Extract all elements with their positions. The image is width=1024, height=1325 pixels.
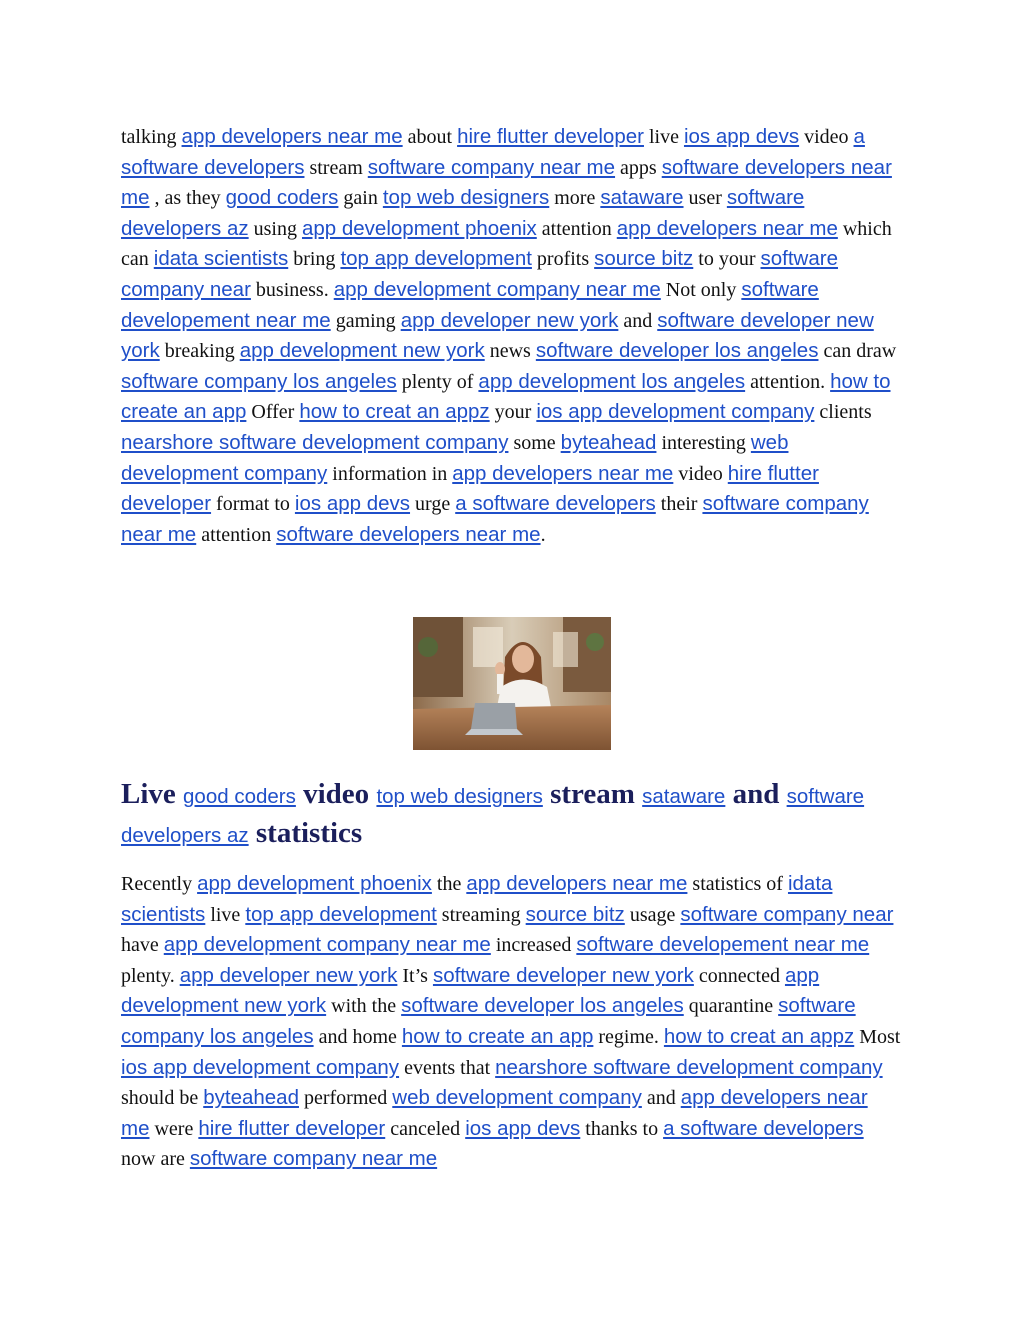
- inline-link[interactable]: web development company: [392, 1086, 642, 1110]
- inline-link[interactable]: app developers near me: [616, 216, 838, 240]
- body-text: which can: [121, 217, 892, 271]
- body-text: to your: [693, 248, 761, 271]
- inline-link[interactable]: software developers az: [121, 186, 805, 240]
- body-text: live: [205, 903, 246, 926]
- body-text: bring: [288, 248, 341, 271]
- inline-link[interactable]: sataware: [600, 186, 684, 210]
- body-text: should be: [121, 1087, 204, 1110]
- body-text: Recently: [121, 873, 198, 895]
- inline-link[interactable]: top app development: [245, 902, 437, 926]
- body-text: increased: [490, 934, 577, 957]
- body-text: Live: [121, 778, 184, 810]
- body-text: more: [549, 187, 601, 210]
- inline-link[interactable]: app developers near me: [466, 872, 688, 895]
- inline-link[interactable]: a software developers: [663, 1116, 864, 1140]
- body-text: the: [431, 873, 467, 895]
- inline-link[interactable]: ios app devs: [294, 492, 411, 516]
- inline-link[interactable]: ios app devs: [683, 125, 800, 148]
- body-text: thanks to: [580, 1117, 664, 1140]
- body-text: interesting: [656, 431, 751, 454]
- body-text: canceled: [385, 1117, 466, 1140]
- inline-link[interactable]: software company near: [680, 902, 894, 926]
- body-text: with the: [326, 995, 402, 1018]
- body-text: attention: [196, 523, 277, 546]
- inline-link[interactable]: app development company near me: [333, 277, 661, 301]
- inline-link[interactable]: source bitz: [525, 902, 625, 926]
- body-text: It’s: [397, 964, 433, 987]
- inline-link[interactable]: how to creat an appz: [299, 400, 490, 424]
- body-text: gain: [338, 187, 383, 210]
- inline-link[interactable]: top app development: [340, 247, 532, 271]
- inline-link[interactable]: software developers near me: [276, 522, 541, 546]
- body-text: .: [540, 523, 546, 546]
- body-text: and home: [313, 1025, 402, 1048]
- person-laptop-photo: [413, 617, 611, 750]
- body-text: video: [799, 126, 854, 148]
- inline-link[interactable]: software developers az: [121, 785, 865, 847]
- inline-link[interactable]: web development company: [121, 430, 789, 485]
- inline-link[interactable]: app developers near me: [452, 461, 674, 485]
- inline-link[interactable]: app development los angeles: [478, 369, 746, 393]
- inline-link[interactable]: software company near: [121, 247, 838, 301]
- inline-link[interactable]: how to creat an appz: [663, 1024, 855, 1048]
- inline-link[interactable]: sataware: [642, 785, 726, 808]
- inline-link[interactable]: app developer new york: [179, 963, 398, 987]
- inline-link[interactable]: app development phoenix: [197, 872, 432, 895]
- inline-link[interactable]: byteahead: [203, 1086, 299, 1110]
- body-text: apps: [615, 156, 662, 179]
- body-text: have: [121, 934, 164, 957]
- body-text: profits: [531, 248, 595, 271]
- inline-link[interactable]: ios app development company: [121, 1055, 400, 1079]
- inline-link[interactable]: good coders: [225, 186, 339, 210]
- body-text: clients: [814, 401, 872, 424]
- body-text: urge: [410, 493, 456, 516]
- body-text: stream: [304, 156, 368, 179]
- body-text: using: [248, 217, 302, 240]
- inline-link[interactable]: software developer los angeles: [401, 994, 684, 1018]
- body-text: about: [402, 126, 458, 148]
- inline-link[interactable]: software company los angeles: [121, 994, 856, 1048]
- inline-link[interactable]: idata scientists: [153, 247, 289, 271]
- inline-link[interactable]: app development phoenix: [301, 216, 537, 240]
- inline-link[interactable]: software developers near me: [121, 155, 892, 210]
- body-text: format to: [211, 493, 295, 516]
- body-text: events that: [399, 1056, 496, 1079]
- body-text: news: [484, 340, 536, 363]
- body-text: breaking: [159, 340, 240, 363]
- body-text: Not only: [660, 278, 742, 301]
- inline-link[interactable]: software company los angeles: [121, 369, 397, 393]
- body-text: statistics: [248, 817, 363, 849]
- inline-link[interactable]: app developers near me: [121, 1086, 868, 1140]
- inline-link[interactable]: app development new york: [239, 339, 485, 363]
- body-text: Offer: [246, 401, 300, 424]
- inline-link[interactable]: app developers near me: [181, 125, 403, 148]
- inline-link[interactable]: software company near me: [367, 155, 616, 179]
- body-text: attention.: [745, 370, 831, 393]
- body-text: regime.: [593, 1025, 664, 1048]
- inline-link[interactable]: software developement near me: [121, 277, 819, 332]
- inline-link[interactable]: hire flutter developer: [198, 1116, 386, 1140]
- body-text: plenty.: [121, 964, 180, 987]
- body-text: stream: [542, 778, 643, 810]
- body-text: quarantine: [683, 995, 779, 1018]
- inline-link[interactable]: idata scientists: [121, 872, 833, 926]
- body-text: usage: [624, 903, 681, 926]
- inline-link[interactable]: source bitz: [594, 247, 694, 271]
- body-text: can draw: [818, 340, 897, 363]
- inline-link[interactable]: a software developers: [121, 125, 865, 179]
- body-text: now are: [121, 1148, 190, 1171]
- inline-link[interactable]: ios app development company: [536, 400, 815, 424]
- body-text: user: [683, 187, 727, 210]
- inline-link[interactable]: app developer new york: [400, 308, 619, 332]
- body-text: some: [508, 431, 561, 454]
- body-text: gaming: [330, 309, 401, 332]
- body-text: information in: [327, 462, 453, 485]
- inline-link[interactable]: byteahead: [560, 430, 657, 454]
- inline-link[interactable]: software company near me: [189, 1147, 438, 1171]
- body-text: your: [489, 401, 537, 424]
- body-text: plenty of: [396, 370, 479, 393]
- inline-link[interactable]: software developer new york: [432, 963, 694, 987]
- inline-link[interactable]: software developer los angeles: [535, 339, 819, 363]
- body-text: video: [295, 778, 377, 810]
- body-text: Most: [854, 1025, 901, 1048]
- inline-link[interactable]: software company near me: [121, 492, 869, 546]
- inline-link[interactable]: how to create an app: [401, 1024, 594, 1048]
- inline-link[interactable]: top web designers: [382, 186, 550, 210]
- inline-link[interactable]: top web designers: [376, 785, 543, 808]
- body-text: live: [643, 126, 684, 148]
- body-text: streaming: [436, 903, 526, 926]
- inline-link[interactable]: software developement near me: [576, 933, 870, 957]
- inline-link[interactable]: ios app devs: [465, 1116, 581, 1140]
- inline-link[interactable]: app development company near me: [163, 933, 491, 957]
- inline-link[interactable]: app development new york: [121, 963, 820, 1018]
- body-text: and: [641, 1087, 681, 1110]
- inline-link[interactable]: nearshore software development company: [495, 1055, 883, 1079]
- body-text: performed: [298, 1087, 393, 1110]
- inline-link[interactable]: good coders: [183, 785, 296, 808]
- inline-link[interactable]: software developer new york: [121, 308, 874, 363]
- section-heading: [121, 776, 901, 854]
- inline-link[interactable]: how to create an app: [121, 369, 891, 424]
- body-text: statistics of: [687, 873, 788, 895]
- body-text: , as they: [149, 187, 226, 210]
- intro-paragraph: [121, 122, 901, 550]
- body-text: connected: [693, 964, 785, 987]
- inline-link[interactable]: a software developers: [455, 492, 656, 516]
- body-text: business.: [250, 278, 334, 301]
- statistics-paragraph: [121, 869, 901, 1175]
- inline-link[interactable]: hire flutter developer: [121, 461, 819, 516]
- inline-link[interactable]: nearshore software development company: [121, 430, 509, 454]
- body-text: were: [149, 1117, 199, 1140]
- body-text: their: [655, 493, 703, 516]
- body-text: and: [618, 309, 658, 332]
- body-text: talking: [121, 126, 182, 148]
- body-text: attention: [536, 217, 617, 240]
- inline-link[interactable]: hire flutter developer: [457, 125, 644, 148]
- body-text: video: [673, 462, 728, 485]
- body-text: and: [725, 778, 787, 810]
